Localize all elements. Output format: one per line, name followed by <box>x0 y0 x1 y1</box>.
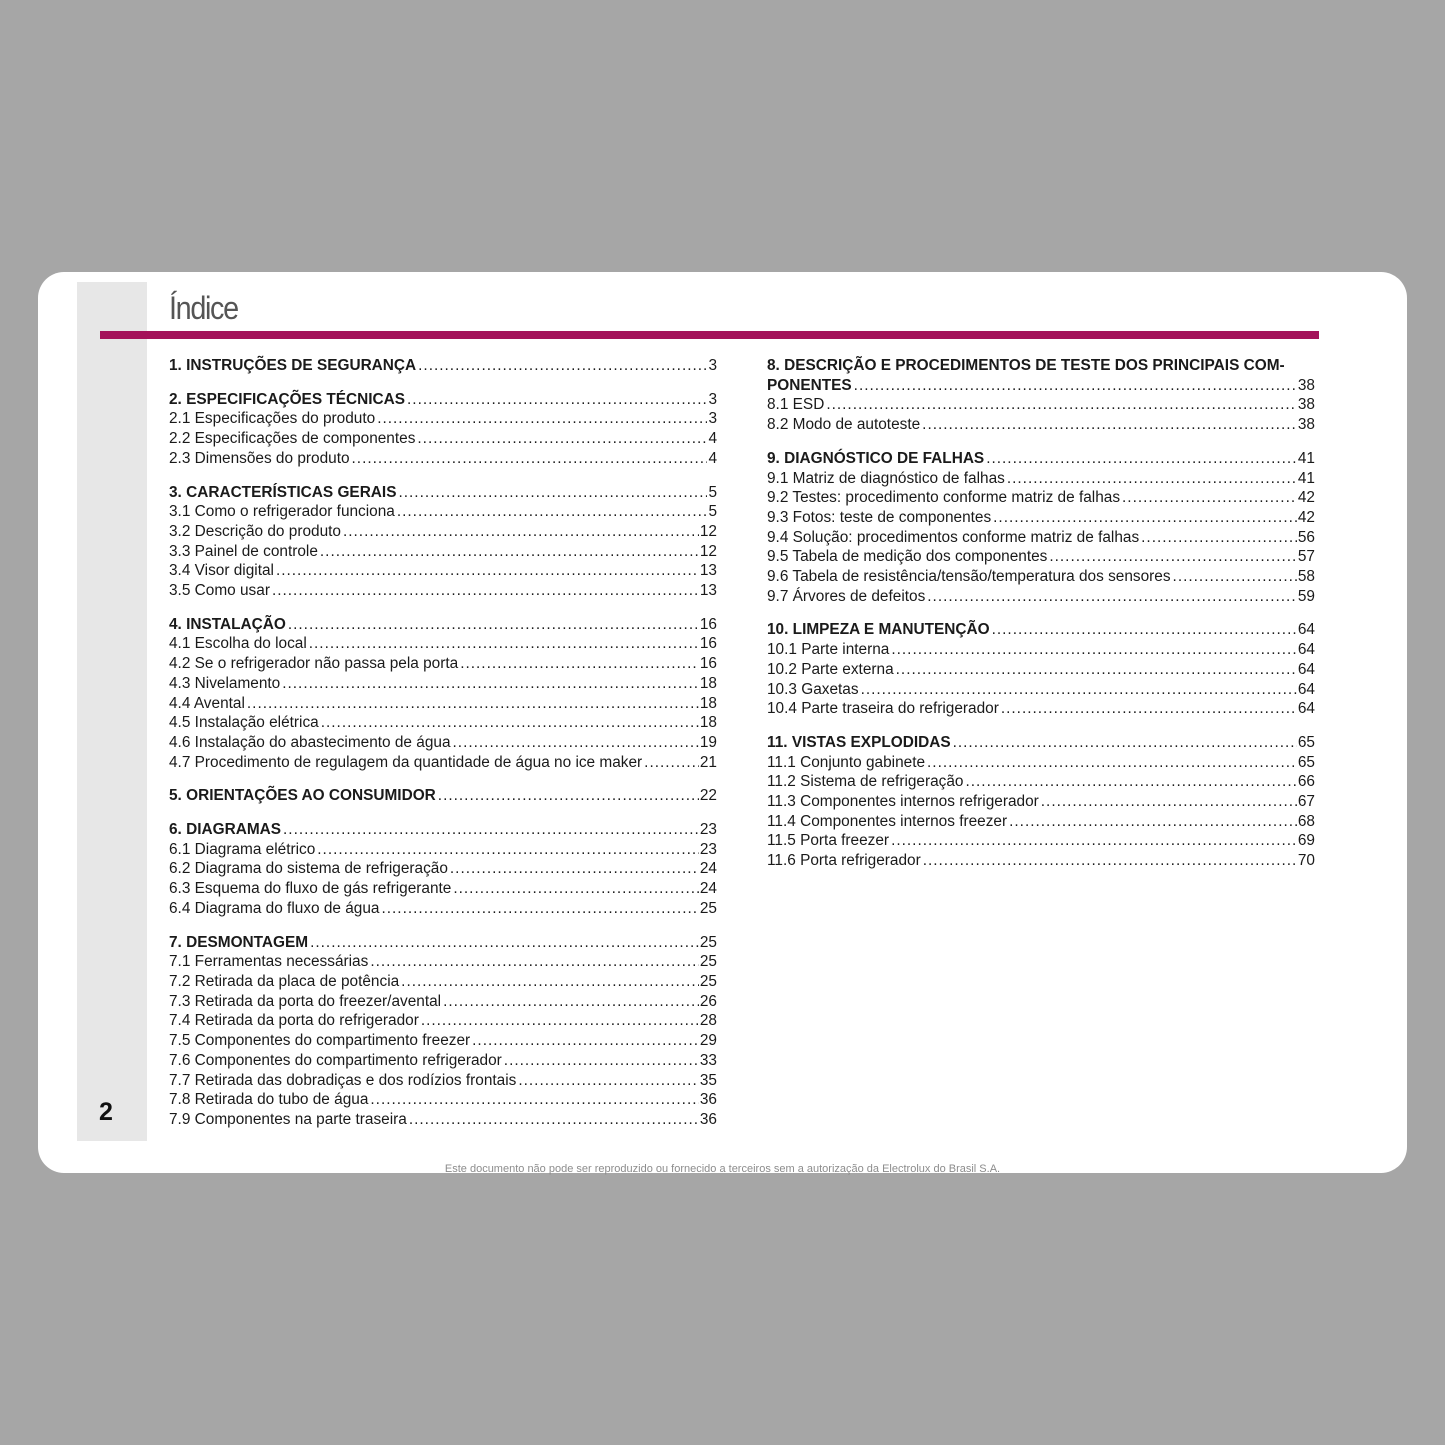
toc-page-number: 23 <box>699 821 717 839</box>
toc-page-number: 3 <box>708 357 717 374</box>
toc-entry[interactable] <box>169 840 717 860</box>
dot-leader <box>861 680 1297 700</box>
toc-page-number: 69 <box>1297 832 1315 850</box>
toc-entry[interactable] <box>767 831 1315 851</box>
toc-page-number: 26 <box>699 992 717 1010</box>
dot-leader <box>460 654 699 674</box>
toc-entry-label: 9.1 Matriz de diagnóstico de falhas <box>767 469 1005 487</box>
dot-leader <box>381 899 698 919</box>
dot-leader <box>343 522 699 542</box>
dot-leader <box>453 879 699 899</box>
dot-leader <box>923 851 1297 871</box>
toc-page-number: 4 <box>708 430 717 448</box>
toc-entry[interactable] <box>767 640 1315 660</box>
dot-leader <box>321 713 699 733</box>
toc-entry-label: 3.1 Como o refrigerador funciona <box>169 503 395 521</box>
toc-right-column <box>767 356 1315 885</box>
toc-section <box>169 933 717 1130</box>
toc-entry-label: 7.1 Ferramentas necessárias <box>169 953 369 971</box>
toc-entry-label: 9.2 Testes: procedimento conforme matriz de falhas <box>767 489 1121 507</box>
side-strip <box>77 282 147 1141</box>
toc-entry-label: 4.5 Instalação elétrica <box>169 714 319 732</box>
toc-section-heading[interactable] <box>169 615 717 635</box>
toc-entry[interactable] <box>169 753 717 773</box>
toc-entry-label: 4.3 Nivelamento <box>169 674 281 692</box>
toc-entry-label: 3.2 Descrição do produto <box>169 522 341 540</box>
toc-entry-label: 7.3 Retirada da porta do freezer/avental <box>169 992 442 1010</box>
toc-section <box>767 620 1315 719</box>
toc-entry-label: 6.3 Esquema do fluxo de gás refrigerante <box>169 880 452 898</box>
dot-leader <box>927 753 1297 773</box>
toc-entry[interactable] <box>767 508 1315 528</box>
dot-leader <box>320 542 699 562</box>
toc-entry-label: 4.1 Escolha do local <box>169 635 307 653</box>
toc-entry[interactable] <box>169 952 717 972</box>
toc-page-number: 56 <box>1297 528 1315 546</box>
toc-page-number: 25 <box>699 953 717 971</box>
toc-entry[interactable] <box>169 972 717 992</box>
dot-leader <box>397 502 708 522</box>
toc-entry[interactable] <box>169 674 717 694</box>
dot-leader <box>1009 812 1297 832</box>
toc-section <box>767 356 1315 435</box>
toc-section <box>169 356 717 376</box>
toc-section-heading[interactable] <box>169 356 717 376</box>
toc-entry-label: 7.4 Retirada da porta do refrigerador <box>169 1012 419 1030</box>
dot-leader <box>438 786 699 806</box>
dot-leader <box>398 483 707 503</box>
toc-entry[interactable] <box>767 547 1315 567</box>
dot-leader <box>826 395 1297 415</box>
toc-entry-label: 7.5 Componentes do compartimento freezer <box>169 1032 471 1050</box>
toc-left-column <box>169 356 717 1144</box>
dot-leader <box>450 859 699 879</box>
toc-section-heading[interactable] <box>169 390 717 410</box>
dot-leader <box>1007 469 1297 489</box>
toc-page-number: 64 <box>1297 700 1315 718</box>
toc-entry[interactable] <box>169 1071 717 1091</box>
toc-page-number: 41 <box>1297 469 1315 487</box>
dot-leader <box>272 581 699 601</box>
toc-entry-label: 11.4 Componentes internos freezer <box>767 812 1008 830</box>
toc-page-number: 64 <box>1297 621 1315 639</box>
toc-page-number: 67 <box>1297 793 1315 811</box>
toc-entry[interactable] <box>767 812 1315 832</box>
toc-entry[interactable] <box>169 409 717 429</box>
toc-page-number: 16 <box>699 615 717 633</box>
toc-entry-label: 10.4 Parte traseira do refrigerador <box>767 700 999 718</box>
toc-page-number: 33 <box>699 1051 717 1069</box>
toc-entry-label: 6. DIAGRAMAS <box>169 821 282 839</box>
dot-leader <box>409 1110 699 1130</box>
toc-page-number: 25 <box>699 933 717 951</box>
toc-entry[interactable] <box>169 1110 717 1130</box>
toc-entry[interactable] <box>169 859 717 879</box>
toc-section <box>169 820 717 919</box>
page-number: 2 <box>99 1098 113 1126</box>
toc-entry-label: 7.9 Componentes na parte traseira <box>169 1110 407 1128</box>
toc-page-number: 3 <box>708 410 717 428</box>
toc-entry-label: 9.4 Solução: procedimentos conforme matriz de falhas <box>767 528 1140 546</box>
toc-entry-label: 6.4 Diagrama do fluxo de água <box>169 899 380 917</box>
toc-entry-label: 10.3 Gaxetas <box>767 680 859 698</box>
toc-page-number: 38 <box>1297 376 1315 394</box>
toc-section <box>169 390 717 469</box>
dot-leader <box>992 620 1297 640</box>
toc-page-number: 59 <box>1297 587 1315 605</box>
dot-leader <box>1001 699 1297 719</box>
dot-leader <box>953 733 1297 753</box>
toc-entry[interactable] <box>169 561 717 581</box>
toc-entry[interactable] <box>169 429 717 449</box>
dot-leader <box>644 753 699 773</box>
toc-page-number: 3 <box>708 390 717 408</box>
toc-page-number: 16 <box>699 655 717 673</box>
dot-leader <box>401 972 699 992</box>
toc-entry-label: 7.8 Retirada do tubo de água <box>169 1091 369 1109</box>
dot-leader <box>317 840 699 860</box>
toc-entry-label: 9.5 Tabela de medição dos componentes <box>767 548 1048 566</box>
toc-entry-label: 4.7 Procedimento de regulagem da quantidade de água no ice maker <box>169 753 643 771</box>
toc-page-number: 65 <box>1297 753 1315 771</box>
toc-entry-label: 7.7 Retirada das dobradiças e dos rodízios frontais <box>169 1071 517 1089</box>
toc-entry-label: 6.2 Diagrama do sistema de refrigeração <box>169 860 448 878</box>
toc-entry-label: 2.1 Especificações do produto <box>169 410 376 428</box>
toc-entry-label: 4.4 Avental <box>169 694 245 712</box>
dot-leader <box>518 1071 699 1091</box>
dot-leader <box>927 587 1297 607</box>
dot-leader <box>443 992 699 1012</box>
toc-entry-label: 4.6 Instalação do abastecimento de água <box>169 733 451 751</box>
toc-entry[interactable] <box>767 488 1315 508</box>
dot-leader <box>891 831 1297 851</box>
toc-page-number: 22 <box>699 787 717 805</box>
toc-entry-label: 10.1 Parte interna <box>767 641 890 659</box>
toc-section-heading[interactable] <box>169 483 717 503</box>
dot-leader <box>352 449 708 469</box>
dot-leader <box>377 409 707 429</box>
dot-leader <box>922 415 1297 435</box>
dot-leader <box>1049 547 1297 567</box>
toc-section-heading[interactable] <box>767 620 1315 640</box>
toc-entry-label: 10. LIMPEZA E MANUTENÇÃO <box>767 621 990 639</box>
toc-page-number: 18 <box>699 674 717 692</box>
toc-entry-label: 8.1 ESD <box>767 396 825 414</box>
toc-page-number: 68 <box>1297 812 1315 830</box>
toc-entry-label: 11.1 Conjunto gabinete <box>767 753 926 771</box>
toc-entry[interactable] <box>767 567 1315 587</box>
footer-note: Este documento não pode ser reproduzido ou fornecido a terceiros sem a autorização da Electrolux do Brasil S.A. <box>444 1163 1001 1175</box>
toc-entry-label: 8.2 Modo de autoteste <box>767 416 921 434</box>
dot-leader <box>283 820 699 840</box>
toc-entry[interactable] <box>767 699 1315 719</box>
toc-entry-label: 2. ESPECIFICAÇÕES TÉCNICAS <box>169 390 406 408</box>
toc-entry[interactable] <box>767 753 1315 773</box>
toc-entry[interactable] <box>169 581 717 601</box>
dot-leader <box>854 376 1297 396</box>
toc-page-number: 19 <box>699 733 717 751</box>
toc-page-number: 28 <box>699 1012 717 1030</box>
toc-page-number: 36 <box>699 1091 717 1109</box>
dot-leader <box>1122 488 1297 508</box>
toc-page-number: 23 <box>699 840 717 858</box>
toc-page-number: 18 <box>699 694 717 712</box>
toc-section-heading[interactable] <box>169 933 717 953</box>
dot-leader <box>421 1011 699 1031</box>
toc-entry[interactable] <box>169 992 717 1012</box>
dot-leader <box>288 615 699 635</box>
toc-entry[interactable] <box>767 772 1315 792</box>
toc-entry[interactable] <box>169 1031 717 1051</box>
dot-leader <box>1041 792 1297 812</box>
dot-leader <box>309 634 699 654</box>
toc-entry[interactable] <box>767 792 1315 812</box>
toc-entry[interactable] <box>169 1011 717 1031</box>
toc-page-number: 41 <box>1297 449 1315 467</box>
toc-entry[interactable] <box>169 542 717 562</box>
toc-page-number: 13 <box>699 562 717 580</box>
dot-leader <box>1173 567 1297 587</box>
toc-page-number: 64 <box>1297 660 1315 678</box>
toc-entry-label: 4. INSTALAÇÃO <box>169 615 286 633</box>
toc-page-number: 24 <box>699 860 717 878</box>
toc-entry[interactable] <box>767 395 1315 415</box>
toc-entry-label: 2.3 Dimensões do produto <box>169 449 350 467</box>
toc-entry-label: 7.2 Retirada da placa de potência <box>169 972 400 990</box>
dot-leader <box>504 1051 699 1071</box>
toc-page-number: 38 <box>1297 416 1315 434</box>
toc-page-number: 25 <box>699 972 717 990</box>
toc-section <box>169 615 717 773</box>
dot-leader <box>370 1090 698 1110</box>
page-title: Índice <box>169 290 238 326</box>
toc-entry-label: 6.1 Diagrama elétrico <box>169 840 316 858</box>
toc-entry-label: 1. INSTRUÇÕES DE SEGURANÇA <box>169 357 417 374</box>
toc-entry-label: 11. VISTAS EXPLODIDAS <box>767 733 951 751</box>
toc-page-number: 13 <box>699 582 717 600</box>
toc-page-number: 36 <box>699 1110 717 1128</box>
toc-entry[interactable] <box>767 415 1315 435</box>
toc-entry[interactable] <box>767 528 1315 548</box>
dot-leader <box>896 660 1297 680</box>
toc-entry-label: 3.5 Como usar <box>169 582 270 600</box>
toc-entry-label: 3.3 Painel de controle <box>169 542 318 560</box>
dot-leader <box>891 640 1297 660</box>
toc-entry-label: 7.6 Componentes do compartimento refrigerador <box>169 1051 502 1069</box>
toc-page-number: 25 <box>699 899 717 917</box>
toc-page-number: 42 <box>1297 508 1315 526</box>
toc-page-number: 35 <box>699 1071 717 1089</box>
toc-page-number: 18 <box>699 714 717 732</box>
dot-leader <box>965 772 1296 792</box>
toc-entry[interactable] <box>169 522 717 542</box>
toc-section-heading-line[interactable]: 8. DESCRIÇÃO E PROCEDIMENTOS DE TESTE DOS PRINCIPAIS COM- <box>767 357 1285 374</box>
toc-page-number: 42 <box>1297 489 1315 507</box>
toc-page-number: 21 <box>699 753 717 771</box>
toc-entry-label: 10.2 Parte externa <box>767 660 894 678</box>
toc-section-heading[interactable] <box>169 820 717 840</box>
toc-entry[interactable] <box>767 680 1315 700</box>
toc-entry-label: 2.2 Especificações de componentes <box>169 430 416 448</box>
toc-entry-label: 11.6 Porta refrigerador <box>767 852 921 870</box>
toc-entry[interactable] <box>767 851 1315 871</box>
toc-page-number: 58 <box>1297 568 1315 586</box>
toc-entry-label: 11.2 Sistema de refrigeração <box>767 773 964 791</box>
dot-leader <box>417 429 707 449</box>
dot-leader <box>247 694 699 714</box>
toc-entry-label: 5. ORIENTAÇÕES AO CONSUMIDOR <box>169 787 436 805</box>
toc-entry-label: 9. DIAGNÓSTICO DE FALHAS <box>767 449 985 467</box>
toc-entry[interactable] <box>767 587 1315 607</box>
document-page <box>38 272 1407 1173</box>
dot-leader <box>276 561 699 581</box>
toc-entry-label: 3.4 Visor digital <box>169 562 274 580</box>
toc-section-heading[interactable] <box>169 786 717 806</box>
dot-leader <box>418 356 707 376</box>
dot-leader <box>993 508 1297 528</box>
toc-page-number: 57 <box>1297 548 1315 566</box>
toc-entry-label: 3. CARACTERÍSTICAS GERAIS <box>169 483 397 501</box>
toc-entry-label: 7. DESMONTAGEM <box>169 933 309 951</box>
toc-page-number: 12 <box>699 542 717 560</box>
toc-page-number: 12 <box>699 522 717 540</box>
toc-section <box>767 733 1315 871</box>
toc-entry-label: 9.3 Fotos: teste de componentes <box>767 508 992 526</box>
toc-page-number: 64 <box>1297 680 1315 698</box>
dot-leader <box>282 674 699 694</box>
toc-section <box>169 483 717 601</box>
toc-page-number: 64 <box>1297 641 1315 659</box>
dot-leader <box>986 449 1297 469</box>
toc-entry[interactable] <box>169 1051 717 1071</box>
toc-page-number: 24 <box>699 880 717 898</box>
toc-page-number: 66 <box>1297 773 1315 791</box>
toc-entry[interactable] <box>169 694 717 714</box>
toc-entry[interactable] <box>169 449 717 469</box>
toc-page-number: 65 <box>1297 733 1315 751</box>
dot-leader <box>407 390 707 410</box>
title-rule <box>100 331 1319 339</box>
dot-leader <box>1141 528 1297 548</box>
toc-entry-label: 9.7 Árvores de defeitos <box>767 587 926 605</box>
toc-entry-label: 11.5 Porta freezer <box>767 832 890 850</box>
toc-entry[interactable] <box>169 502 717 522</box>
toc-section-heading[interactable] <box>767 449 1315 469</box>
toc-entry[interactable] <box>169 1090 717 1110</box>
toc-entry[interactable] <box>169 899 717 919</box>
toc-entry[interactable] <box>169 879 717 899</box>
toc-entry-label: PONENTES <box>767 376 852 394</box>
toc-section-heading[interactable] <box>767 733 1315 753</box>
dot-leader <box>453 733 699 753</box>
toc-page-number: 4 <box>708 449 717 467</box>
toc-entry-label: 11.3 Componentes internos refrigerador <box>767 793 1039 811</box>
toc-page-number: 5 <box>708 503 717 521</box>
toc-page-number: 5 <box>708 483 717 501</box>
toc-entry[interactable] <box>169 713 717 733</box>
toc-entry[interactable] <box>169 634 717 654</box>
toc-page-number: 29 <box>699 1032 717 1050</box>
toc-entry[interactable] <box>767 469 1315 489</box>
toc-entry[interactable] <box>767 660 1315 680</box>
toc-page-number: 70 <box>1297 852 1315 870</box>
toc-page-number: 16 <box>699 635 717 653</box>
toc-section-heading[interactable] <box>767 376 1315 396</box>
toc-section <box>169 786 717 806</box>
toc-entry-label: 4.2 Se o refrigerador não passa pela porta <box>169 655 459 673</box>
dot-leader <box>472 1031 699 1051</box>
toc-section <box>767 449 1315 607</box>
toc-entry-label: 9.6 Tabela de resistência/tensão/temperatura dos sensores <box>767 568 1171 586</box>
toc-entry[interactable] <box>169 654 717 674</box>
dot-leader <box>370 952 699 972</box>
toc-entry[interactable] <box>169 733 717 753</box>
dot-leader <box>310 933 699 953</box>
toc-page-number: 38 <box>1297 396 1315 414</box>
